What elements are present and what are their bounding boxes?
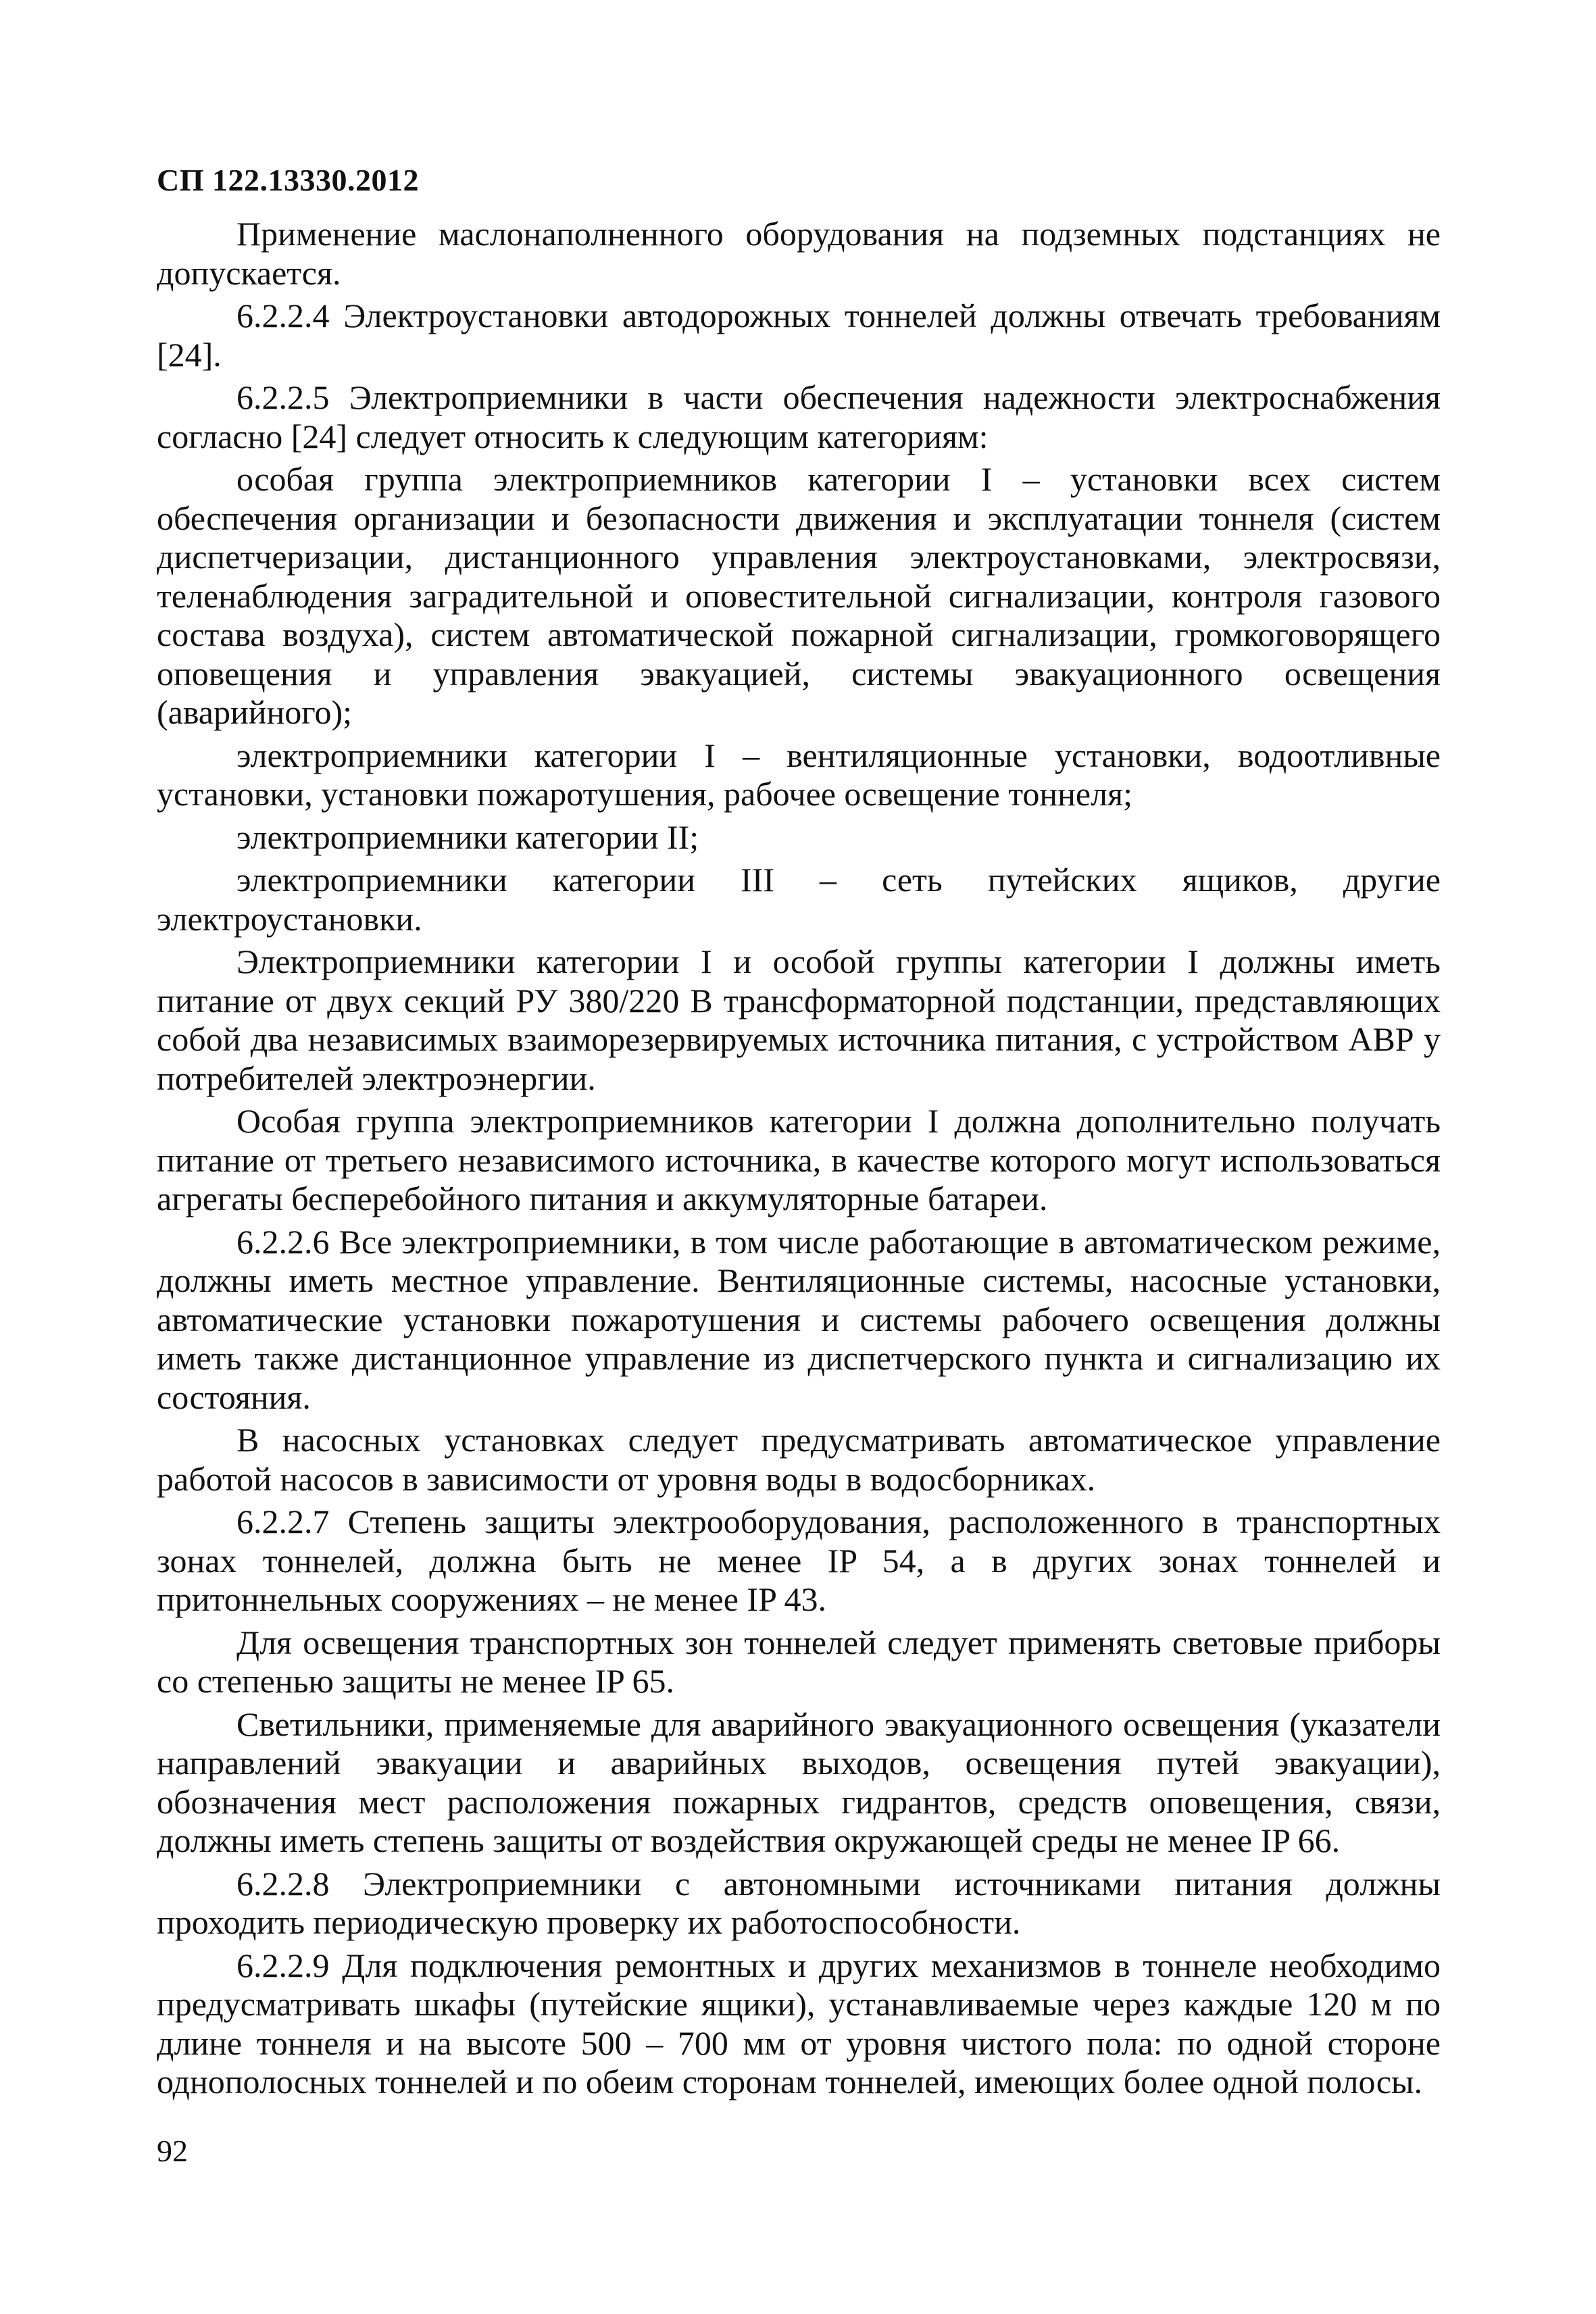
paragraph: электроприемники категории II;: [236, 818, 699, 856]
paragraph: особая группа электроприемников категории I – установки всех систем обеспечения организации и безопасности движения и эксплуатации тоннеля (систем диспетчеризации, дистанционного управления электроустановками, электросвязи, теленаблюдения заградительной и оповестительной сигнализации, контроля газового состава воздуха), систем автоматической пожарной сигнализации, громкоговорящего оповещения и управления эвакуацией, системы эвакуационного освещения (аварийного);: [157, 460, 1441, 731]
page-number: 92: [157, 2134, 188, 2168]
paragraph: электроприемники категории III – сеть путейских ящиков, другие электроустановки.: [157, 861, 1441, 938]
paragraph: 6.2.2.6 Все электроприемники, в том числе работающие в автоматическом режиме, должны иметь местное управление. Вентиляционные системы, насосные установки, автоматические установки пожаротушения и системы рабочего освещения должны иметь также дистанционное управление из диспетчерского пункта и сигнализацию их состояния.: [157, 1222, 1441, 1416]
paragraph: электроприемники категории I – вентиляционные установки, водоотливные установки, установки пожаротушения, рабочее освещение тоннеля;: [157, 736, 1441, 813]
body-text: [157, 215, 1441, 2106]
paragraph: Применение маслонаполненного оборудования на подземных подстанциях не допускается.: [157, 215, 1441, 292]
paragraph: 6.2.2.7 Степень защиты электрооборудования, расположенного в транспортных зонах тоннелей, должна быть не менее IP 54, а в других зонах тоннелей и притоннельных сооружениях – не менее IP 43.: [157, 1503, 1441, 1618]
paragraph: 6.2.2.5 Электроприемники в части обеспечения надежности электроснабжения согласно [24] следует относить к следующим категориям:: [157, 378, 1441, 455]
paragraph: В насосных установках следует предусматривать автоматическое управление работой насосов в зависимости от уровня воды в водосборниках.: [157, 1421, 1441, 1498]
document-code-header: СП 122.13330.2012: [157, 163, 419, 197]
paragraph: 6.2.2.9 Для подключения ремонтных и других механизмов в тоннеле необходимо предусматривать шкафы (путейские ящики), устанавливаемые через каждые 120 м по длине тоннеля и на высоте 500 – 700 мм от уровня чистого пола: по одной стороне однополосных тоннелей и по обеим сторонам тоннелей, имеющих более одной полосы.: [157, 1946, 1441, 2101]
paragraph: Особая группа электроприемников категории I должна дополнительно получать питание от третьего независимого источника, в качестве которого могут использоваться агрегаты бесперебойного питания и аккумуляторные батареи.: [157, 1102, 1441, 1217]
paragraph: Для освещения транспортных зон тоннелей следует применять световые приборы со степенью защиты не менее IP 65.: [157, 1623, 1441, 1700]
paragraph: 6.2.2.8 Электроприемники с автономными источниками питания должны проходить периодическую проверку их работоспособности.: [157, 1864, 1441, 1941]
paragraph: 6.2.2.4 Электроустановки автодорожных тоннелей должны отвечать требованиям [24].: [157, 297, 1441, 374]
paragraph: Светильники, применяемые для аварийного эвакуационного освещения (указатели направлений эвакуации и аварийных выходов, освещения путей эвакуации), обозначения мест расположения пожарных гидрантов, средств оповещения, связи, должны иметь степень защиты от воздействия окружающей среды не менее IP 66.: [157, 1705, 1441, 1859]
paragraph: Электроприемники категории I и особой группы категории I должны иметь питание от двух секций РУ 380/220 В трансформаторной подстанции, представляющих собой два независимых взаиморезервируемых источника питания, с устройством АВР у потребителей электроэнергии.: [157, 942, 1441, 1097]
